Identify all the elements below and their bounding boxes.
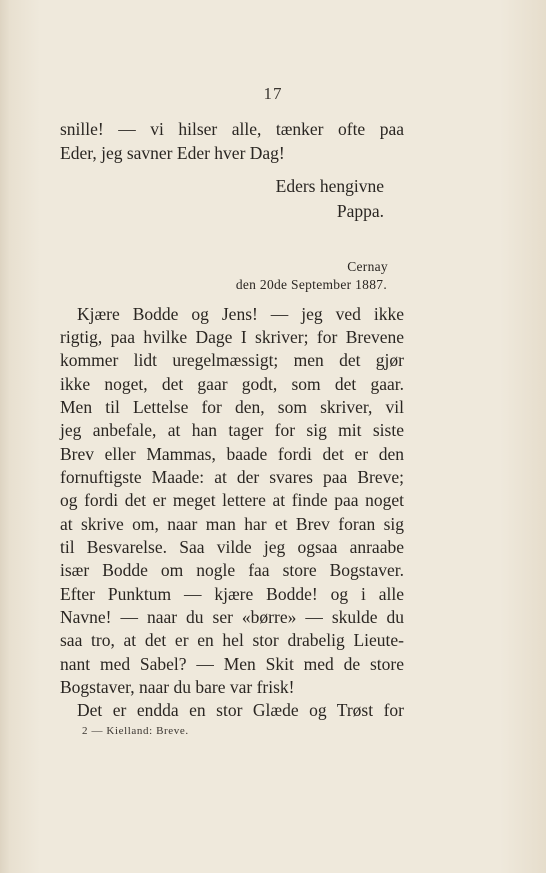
text-line: at skrive om, naar man har et Brev foran sig	[60, 514, 404, 534]
text-line: og fordi det er meget lettere at finde paa noget	[60, 490, 404, 510]
text-line: især Bodde om nogle faa store Bogstaver.	[60, 560, 404, 580]
text-line: ikke noget, det gaar godt, som det gaar.	[60, 374, 404, 394]
text-line: Kjære Bodde og Jens! — jeg ved ikke	[77, 304, 404, 324]
text-line: Brev eller Mammas, baade fordi det er den	[60, 444, 404, 464]
text-line: jeg anbefale, at han tager for sig mit siste	[60, 420, 404, 440]
text-line: snille! — vi hilser alle, tænker ofte paa	[60, 119, 404, 139]
text-line: fornuftigste Maade: at der svares paa Breve;	[60, 467, 404, 487]
closing-salutation: Eders hengivne	[275, 176, 384, 196]
text-line: Efter Punktum — kjære Bodde! og i alle	[60, 584, 404, 604]
text-line: nant med Sabel? — Men Skit med de store	[60, 654, 404, 674]
text-line: Men til Lettelse for den, som skriver, vil	[60, 397, 404, 417]
text-line: Navne! — naar du ser «børre» — skulde du	[60, 607, 404, 627]
text-line: Bogstaver, naar du bare var frisk!	[60, 677, 295, 697]
place-name: Cernay	[347, 259, 388, 274]
page-number: 17	[263, 84, 283, 103]
signature-mark: 2 — Kielland: Breve.	[82, 725, 189, 737]
text-line: til Besvarelse. Saa vilde jeg ogsaa anraabe	[60, 537, 404, 557]
text-line: kommer lidt uregelmæssigt; men det gjør	[60, 350, 404, 370]
text-line: Eder, jeg savner Eder hver Dag!	[60, 143, 285, 163]
text-line: Det er endda en stor Glæde og Trøst for	[77, 700, 404, 720]
text-line: saa tro, at det er en hel stor drabelig Lieute-	[60, 630, 404, 650]
text-line: rigtig, paa hvilke Dage I skriver; for Brevene	[60, 327, 404, 347]
dateline: den 20de September 1887.	[235, 277, 387, 292]
signature: Pappa.	[336, 201, 384, 221]
